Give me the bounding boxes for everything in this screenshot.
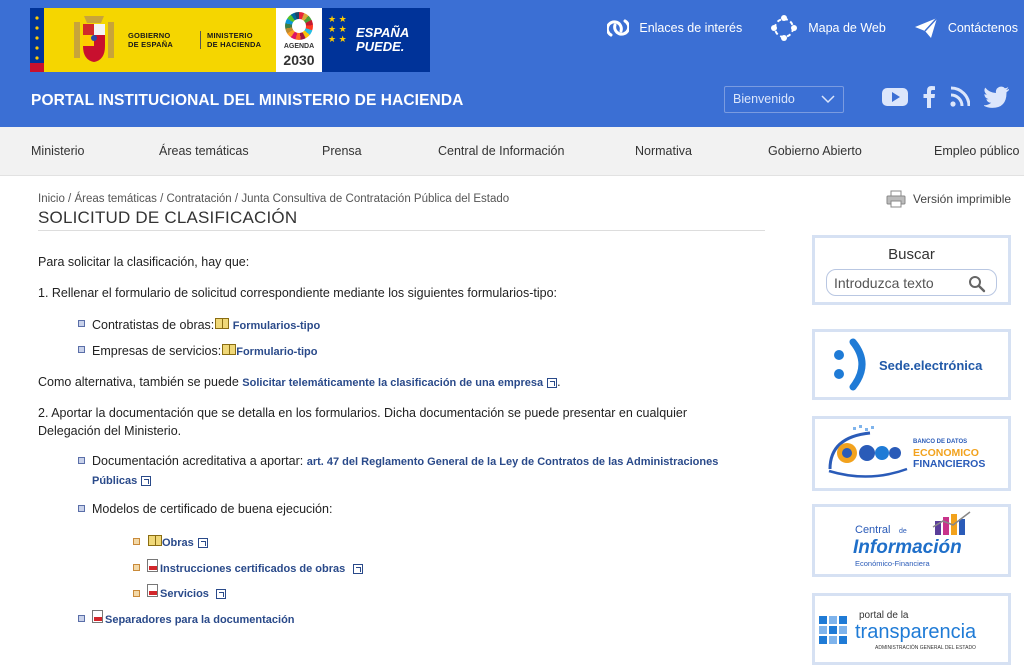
portal-transparencia-logo: [815, 596, 1008, 662]
pdf-icon: [92, 610, 103, 623]
servicios-link[interactable]: Servicios: [160, 588, 209, 600]
nav-central-informacion[interactable]: Central de Información: [438, 144, 565, 158]
breadcrumb-inicio[interactable]: Inicio: [38, 193, 65, 205]
twitter-icon[interactable]: [984, 86, 1010, 111]
mapa-web-label: Mapa de Web: [808, 21, 886, 35]
list-bullet: [78, 505, 85, 512]
obras-link[interactable]: Obras: [162, 537, 194, 549]
alternative-text: [38, 373, 561, 392]
sede-electronica-banner[interactable]: [812, 329, 1011, 400]
facebook-icon[interactable]: [922, 86, 936, 111]
list-item-text: Contratistas de obras:: [92, 318, 215, 332]
gobierno-logo: [30, 8, 276, 72]
title-divider: [38, 230, 765, 231]
separadores-link[interactable]: Separadores para la documentación: [105, 614, 295, 626]
central-informacion-banner[interactable]: [812, 504, 1011, 577]
breadcrumb-separator: /: [156, 193, 167, 205]
printable-label: Versión imprimible: [913, 192, 1012, 206]
printer-icon: [886, 190, 906, 208]
eu-stars-icon: ★ ★ ★ ★ ★ ★: [328, 14, 347, 44]
banco-datos-banner[interactable]: [812, 416, 1011, 491]
banco-economico: ECONOMICO: [913, 447, 979, 459]
central-label: Central: [855, 524, 891, 536]
list-item: [92, 610, 295, 629]
language-select[interactable]: [724, 86, 844, 113]
printable-version-link[interactable]: [886, 190, 1011, 208]
puede-text: PUEDE.: [356, 39, 405, 54]
list-bullet: [78, 457, 85, 464]
central-informacion-text: Información: [853, 537, 962, 558]
intro-text: Para solicitar la clasificación, hay que:: [38, 255, 250, 269]
reglamento-link-cont[interactable]: Públicas: [92, 475, 138, 487]
list-bullet: [78, 346, 85, 353]
nav-normativa[interactable]: Normativa: [635, 144, 692, 158]
espana-text: ESPAÑA: [356, 25, 410, 40]
breadcrumb-separator: /: [231, 193, 242, 205]
nav-areas-tematicas[interactable]: Áreas temáticas: [159, 144, 249, 158]
pdf-icon: [147, 559, 158, 572]
gobierno-text: GOBIERNO DE ESPAÑA: [128, 31, 174, 49]
list-item: [92, 316, 320, 335]
breadcrumb-areas[interactable]: Áreas temáticas: [74, 193, 157, 205]
formulario-tipo-servicios-link[interactable]: Formulario-tipo: [236, 346, 318, 358]
search-placeholder: Introduzca texto: [834, 275, 934, 291]
transparencia-subtitle: ADMINISTRACIÓN GENERAL DEL ESTADO: [875, 645, 976, 651]
central-informacion-logo: [815, 507, 1008, 574]
search-input[interactable]: [826, 269, 997, 296]
list-item-text: Empresas de servicios:: [92, 344, 222, 358]
sdg-wheel-icon: [285, 12, 313, 40]
contactenos-link[interactable]: [914, 14, 1018, 42]
reglamento-link[interactable]: art. 47 del Reglamento General de la Ley de Contratos de las Administraciones: [306, 456, 719, 468]
list-item: [147, 533, 208, 552]
pdf-icon: [147, 584, 158, 597]
external-link-icon: [547, 378, 557, 388]
search-label: Buscar: [888, 246, 935, 263]
coat-of-arms-icon: [70, 14, 118, 66]
contactenos-label: Contáctenos: [947, 21, 1018, 35]
search-icon[interactable]: [968, 275, 986, 293]
banco-label: BANCO DE DATOS: [913, 439, 968, 445]
list-item: [147, 559, 363, 578]
ministerio-text: MINISTERIO DE HACIENDA: [200, 31, 261, 49]
nav-gobierno-abierto[interactable]: Gobierno Abierto: [768, 144, 862, 158]
alternative-period: .: [557, 375, 561, 389]
sede-electronica-logo: [815, 332, 1008, 397]
site-header: [0, 0, 1024, 127]
language-select-value: Bienvenido: [733, 92, 795, 106]
youtube-icon[interactable]: [882, 86, 908, 111]
agenda-label: AGENDA: [283, 43, 315, 50]
rss-icon[interactable]: [950, 86, 970, 111]
book-icon: [215, 318, 229, 329]
list-item: [147, 584, 226, 603]
list-item: Modelos de certificado de buena ejecución:: [92, 502, 333, 516]
book-icon: [222, 344, 236, 355]
breadcrumb-junta[interactable]: Junta Consultiva de Contratación Pública del Estado: [241, 193, 510, 205]
list-item: [92, 452, 762, 490]
breadcrumb: [38, 193, 509, 205]
social-links: [882, 86, 1024, 111]
list-item-text: Documentación acreditativa a aportar:: [92, 454, 304, 468]
breadcrumb-contratacion[interactable]: Contratación: [166, 193, 232, 205]
sitemap-icon: [770, 14, 798, 42]
list-bullet: [133, 590, 140, 597]
chevron-down-icon: [821, 94, 835, 104]
enlaces-label: Enlaces de interés: [639, 21, 743, 35]
central-de: de: [899, 528, 907, 535]
alternative-label: Como alternativa, también se puede: [38, 375, 239, 389]
transparencia-text: transparencia: [855, 621, 977, 643]
list-item: [92, 342, 318, 361]
page-title: SOLICITUD DE CLASIFICACIÓN: [38, 208, 298, 227]
search-panel: [812, 235, 1011, 305]
main-nav: [0, 127, 1024, 176]
list-bullet: [78, 320, 85, 327]
top-links: [579, 14, 1018, 42]
eu-flag-strip: [30, 8, 44, 72]
banco-datos-logo: [815, 419, 1008, 488]
step2-text: [38, 404, 687, 440]
external-link-icon: [141, 476, 151, 486]
banco-financieros: FINANCIEROS: [913, 458, 986, 470]
external-link-icon: [353, 564, 363, 574]
portal-transparencia-banner[interactable]: [812, 593, 1011, 665]
book-icon: [148, 535, 162, 546]
enlaces-link[interactable]: [607, 14, 742, 42]
transparencia-label: portal de la: [859, 610, 909, 621]
send-icon: [914, 17, 938, 39]
list-bullet: [133, 538, 140, 545]
step2-line1: 2. Aportar la documentación que se detalla en los formularios. Dicha documentación se puede presentar en cualquier: [38, 406, 688, 420]
external-link-icon: [198, 538, 208, 548]
site-title[interactable]: PORTAL INSTITUCIONAL DEL MINISTERIO DE HACIENDA: [31, 92, 464, 109]
central-subtitle: Económico-Financiera: [855, 559, 930, 568]
formularios-tipo-obras-link[interactable]: Formularios-tipo: [232, 320, 321, 332]
step2-line2: Delegación del Ministerio.: [38, 424, 182, 438]
mapa-web-link[interactable]: [770, 14, 886, 42]
nav-ministerio[interactable]: Ministerio: [31, 144, 85, 158]
nav-prensa[interactable]: Prensa: [322, 144, 362, 158]
agenda-year: 2030: [283, 52, 315, 68]
agenda-2030-logo: [276, 8, 322, 72]
link-icon: [607, 15, 629, 41]
instrucciones-link[interactable]: Instrucciones certificados de obras: [160, 563, 346, 575]
sede-electronica-text: Sede.electrónica: [879, 358, 983, 373]
external-link-icon: [216, 589, 226, 599]
government-logo[interactable]: [30, 8, 430, 72]
step1-text: 1. Rellenar el formulario de solicitud correspondiente mediante los siguientes formularios-tipo:: [38, 286, 558, 300]
espana-puede-logo: [322, 8, 430, 72]
nav-empleo-publico[interactable]: Empleo público: [934, 144, 1020, 158]
list-bullet: [133, 564, 140, 571]
list-bullet: [78, 615, 85, 622]
breadcrumb-separator: /: [64, 193, 75, 205]
solicitar-telematicamente-link[interactable]: Solicitar telemáticamente la clasificación de una empresa: [242, 377, 544, 389]
